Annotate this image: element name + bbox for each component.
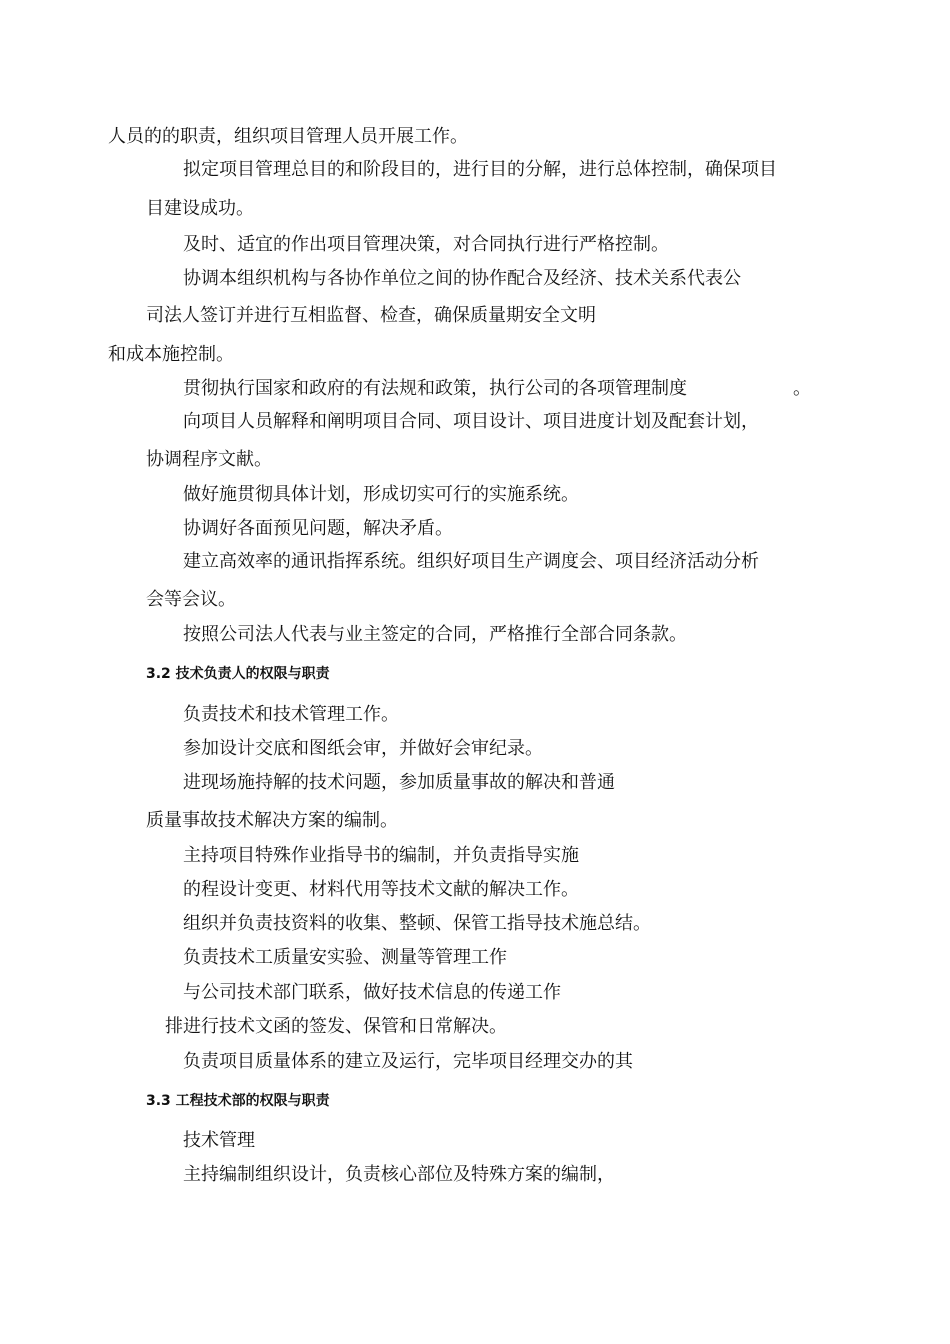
text-line: 会等会议。 xyxy=(146,589,236,610)
text-line: 技术管理 xyxy=(183,1130,255,1151)
text-line: 司法人签订并进行互相监督、检查，确保质量期安全文明 xyxy=(146,305,596,326)
text-line: 负责技术和技术管理工作。 xyxy=(183,704,399,725)
text-line: 目建设成功。 xyxy=(146,198,254,219)
text-line: 组织并负责技资料的收集、整顿、保管工指导技术施总结。 xyxy=(183,913,651,934)
text-line: 参加设计交底和图纸会审，并做好会审纪录。 xyxy=(183,738,543,759)
text-line: 和成本施控制。 xyxy=(108,344,234,365)
text-line: 拟定项目管理总目的和阶段目的，进行目的分解，进行总体控制，确保项目 xyxy=(183,159,777,180)
section-heading-3-3: 3.3 工程技术部的权限与职责 xyxy=(146,1093,330,1109)
text-line: 负责项目质量体系的建立及运行，完毕项目经理交办的其 xyxy=(183,1051,633,1072)
text-line: 协调程序文献。 xyxy=(146,449,272,470)
text-line: 向项目人员解释和阐明项目合同、项目设计、项目进度计划及配套计划， xyxy=(183,411,759,432)
text-line: 协调本组织机构与各协作单位之间的协作配合及经济、技术关系代表公 xyxy=(183,268,741,289)
text-line: 进现场施持解的技术问题，参加质量事故的解决和普通 xyxy=(183,772,615,793)
text-line: 与公司技术部门联系，做好技术信息的传递工作 xyxy=(183,982,561,1003)
text-line: 及时、适宜的作出项目管理决策，对合同执行进行严格控制。 xyxy=(183,234,669,255)
section-heading-3-2: 3.2 技术负责人的权限与职责 xyxy=(146,666,330,682)
text-line: 排进行技术文函的签发、保管和日常解决。 xyxy=(165,1016,507,1037)
text-line: 主持项目特殊作业指导书的编制，并负责指导实施 xyxy=(183,845,579,866)
text-line: 主持编制组织设计，负责核心部位及特殊方案的编制， xyxy=(183,1164,615,1185)
text-line: 的程设计变更、材料代用等技术文献的解决工作。 xyxy=(183,879,579,900)
text-line: 负责技术工质量安实验、测量等管理工作 xyxy=(183,947,507,968)
stray-period: 。 xyxy=(793,378,811,399)
text-line: 协调好各面预见问题，解决矛盾。 xyxy=(183,518,453,539)
text-line: 人员的的职责，组织项目管理人员开展工作。 xyxy=(108,126,468,147)
text-line: 按照公司法人代表与业主签定的合同，严格推行全部合同条款。 xyxy=(183,624,687,645)
text-line: 做好施贯彻具体计划，形成切实可行的实施系统。 xyxy=(183,484,579,505)
text-line: 建立高效率的通讯指挥系统。组织好项目生产调度会、项目经济活动分析 xyxy=(183,551,759,572)
text-line: 质量事故技术解决方案的编制。 xyxy=(146,810,398,831)
text-line: 贯彻执行国家和政府的有法规和政策，执行公司的各项管理制度 xyxy=(183,378,687,399)
